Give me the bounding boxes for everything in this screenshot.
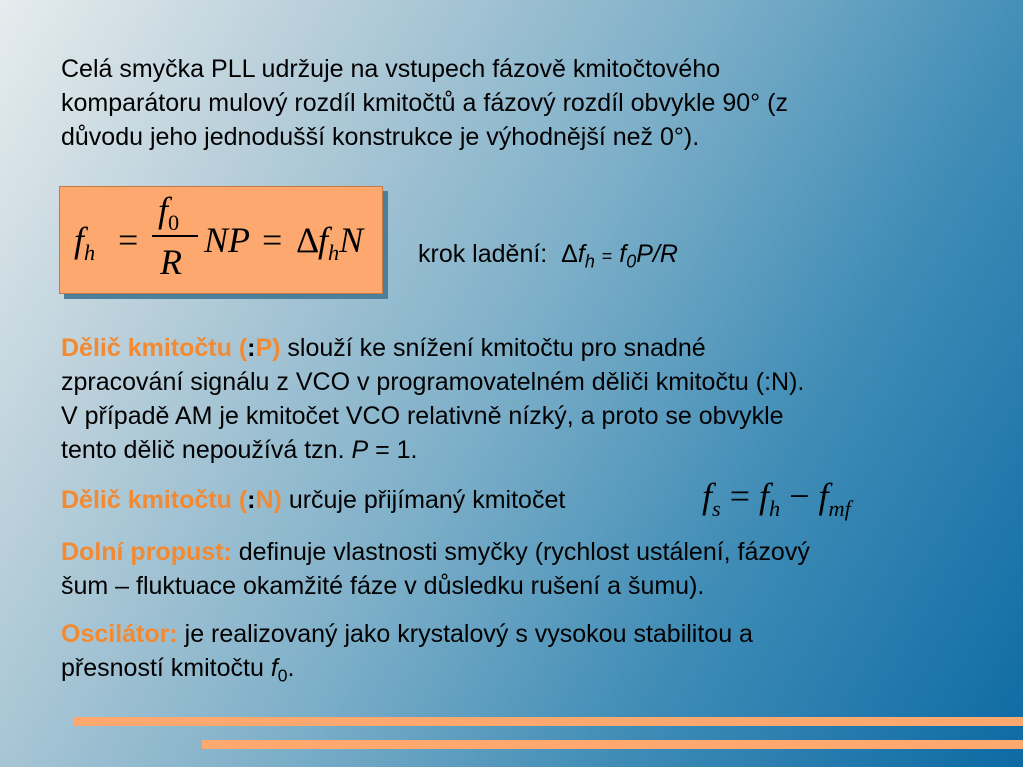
fmf-f: f [818,476,829,516]
formula-fraction-line [152,235,198,237]
tuning-step-delta: Δ [561,240,578,268]
tuning-step-equals: = [601,246,613,266]
oscillator-paragraph [61,617,753,692]
oscillator-text-2: přesností kmitočtu $f_0$. [61,654,295,686]
divider-p-paragraph [61,331,804,467]
divider-n-title: Dělič kmitočtu (:N) [61,486,282,514]
divider-n-text: určuje přijímaný kmitočet [281,486,566,514]
formula-delta: Δ [296,220,320,260]
divider-p-text-3: V případě AM je kmitočet VCO relativně nízký, a proto se obvykle [61,402,784,430]
formula-lhs: $f_h$ [74,220,96,265]
lowpass-text-1: definuje vlastnosti smyčky (rychlost ustálení, fázový [231,538,810,566]
fh-f: f [759,476,770,516]
formula-np: NP [204,220,251,260]
divider-p-text-4: tento dělič nepoužívá tzn. P = 1. [61,436,418,464]
fs-sub: s [712,495,721,521]
tuning-step [418,240,678,272]
formula-box [59,186,383,294]
fh-sub: h [769,495,781,521]
divider-n-paragraph [61,483,565,517]
oscillator-title: Oscilátor: [61,620,178,648]
formula-denominator: R [160,242,182,282]
tuning-step-f0: f [619,240,627,268]
intro-paragraph [61,52,788,154]
formula-equals-1: = [118,220,139,260]
intro-line-3: důvodu jeho jednodušší konstrukce je výhodnější než 0°). [61,123,700,151]
formula-rhs: $f_hN$ [318,220,364,265]
tuning-step-f-sub: h [584,251,595,272]
tuning-step-f: f [577,240,585,268]
fs-f: f [702,476,713,516]
intro-line-1: Celá smyčka PLL udržuje na vstupech fázově kmitočtového [61,55,721,83]
tuning-step-rest: P/R [636,240,678,268]
divider-p-text-2: zpracování signálu z VCO v programovatelném děliči kmitočtu (:N). [61,368,805,396]
fs-minus: − [789,476,810,516]
formula-numerator: $f_0$ [158,190,180,235]
intro-line-2: komparátoru mulový rozdíl kmitočtů a fázový rozdíl obvykle 90° (z [61,89,788,117]
tuning-step-label: krok ladění: [418,240,548,268]
divider-p-title: Dělič kmitočtu (:P) [61,334,281,362]
divider-p-text-1: slouží ke snížení kmitočtu pro snadné [280,334,706,362]
fs-equals: = [729,476,751,516]
decorative-bar-bottom [202,740,1023,749]
decorative-bar-top [73,717,1023,726]
lowpass-text-2: šum – fluktuace okamžité fáze v důsledku rušení a šumu). [61,572,705,600]
lowpass-title: Dolní propust: [61,538,232,566]
received-frequency-formula [702,475,851,522]
oscillator-text-1: je realizovaný jako krystalový s vysokou stabilitou a [177,620,753,648]
lowpass-paragraph [61,535,810,603]
tuning-step-f0-sub: 0 [626,251,637,272]
formula-equals-2: = [262,220,283,260]
fmf-sub: mf [828,495,851,521]
